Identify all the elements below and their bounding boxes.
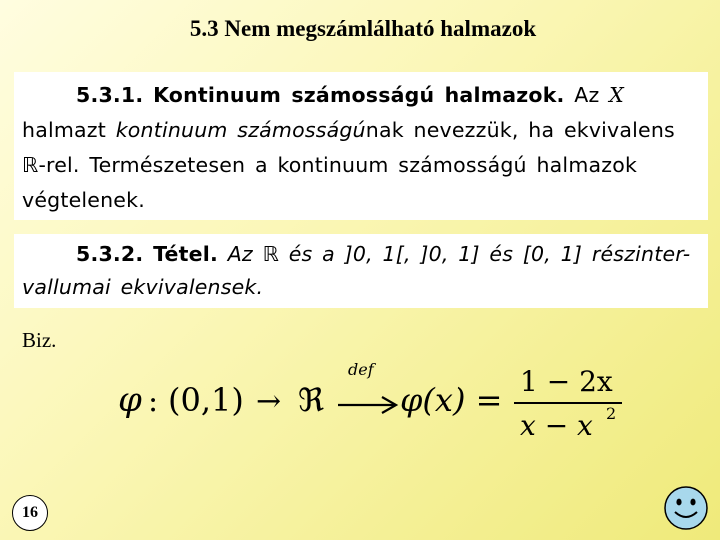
fraction-exponent: 2 [606, 404, 617, 423]
theorem-line2: vallumai ekvivalensek. [22, 275, 264, 299]
domain: (0,1) [168, 381, 244, 419]
definition-term: kontinuum számosságú [115, 118, 366, 142]
definition-number: 5.3.1. [76, 83, 144, 107]
definition-line3-b: -rel. Természetesen a kontinuum számosságú halmazok [38, 153, 638, 177]
definition-heading: Kontinuum számosságú halmazok. [153, 83, 565, 107]
phi-symbol: φ [118, 380, 142, 420]
proof-label: Biz. [22, 328, 57, 352]
theorem-line-1 [76, 237, 690, 272]
phi-of-x: φ(x) = [400, 381, 503, 419]
definition-line-1 [76, 78, 624, 113]
formula-svg [110, 355, 630, 445]
definition-box [14, 72, 708, 220]
variable-x: X [609, 83, 624, 107]
definition-line1-tail: Az [574, 83, 600, 107]
fraction-denominator: x − x [520, 409, 593, 442]
fraction-numerator: 1 − 2x [520, 365, 613, 398]
slide-title: 5.3 Nem megszámlálható halmazok [189, 16, 537, 41]
definition-line-2 [22, 113, 675, 148]
formula [110, 355, 630, 445]
theorem-line-2 [22, 270, 263, 305]
real-codomain: ℜ [298, 381, 325, 419]
definition-line2-b: nak nevezzük, ha ekvivalens [365, 118, 675, 142]
definition-line-3 [22, 148, 637, 183]
smiley-face-icon [663, 485, 709, 531]
theorem-heading: Tétel. [153, 242, 218, 266]
page-number: 16 [12, 495, 48, 531]
maps-arrow: → [256, 384, 282, 419]
definition-line4: végtelenek. [22, 188, 145, 212]
colon: : [148, 384, 159, 419]
theorem-box [14, 234, 708, 308]
def-label: def [348, 360, 374, 379]
theorem-line1: Az ℝ és a ]0, 1[, ]0, 1] és [0, 1] részinter- [227, 242, 691, 266]
def-arrow-icon [338, 397, 396, 413]
theorem-number: 5.3.2. [76, 242, 144, 266]
definition-line2-a: halmazt [22, 118, 106, 142]
real-set-symbol: ℝ [22, 153, 39, 177]
definition-line-4 [22, 183, 145, 218]
